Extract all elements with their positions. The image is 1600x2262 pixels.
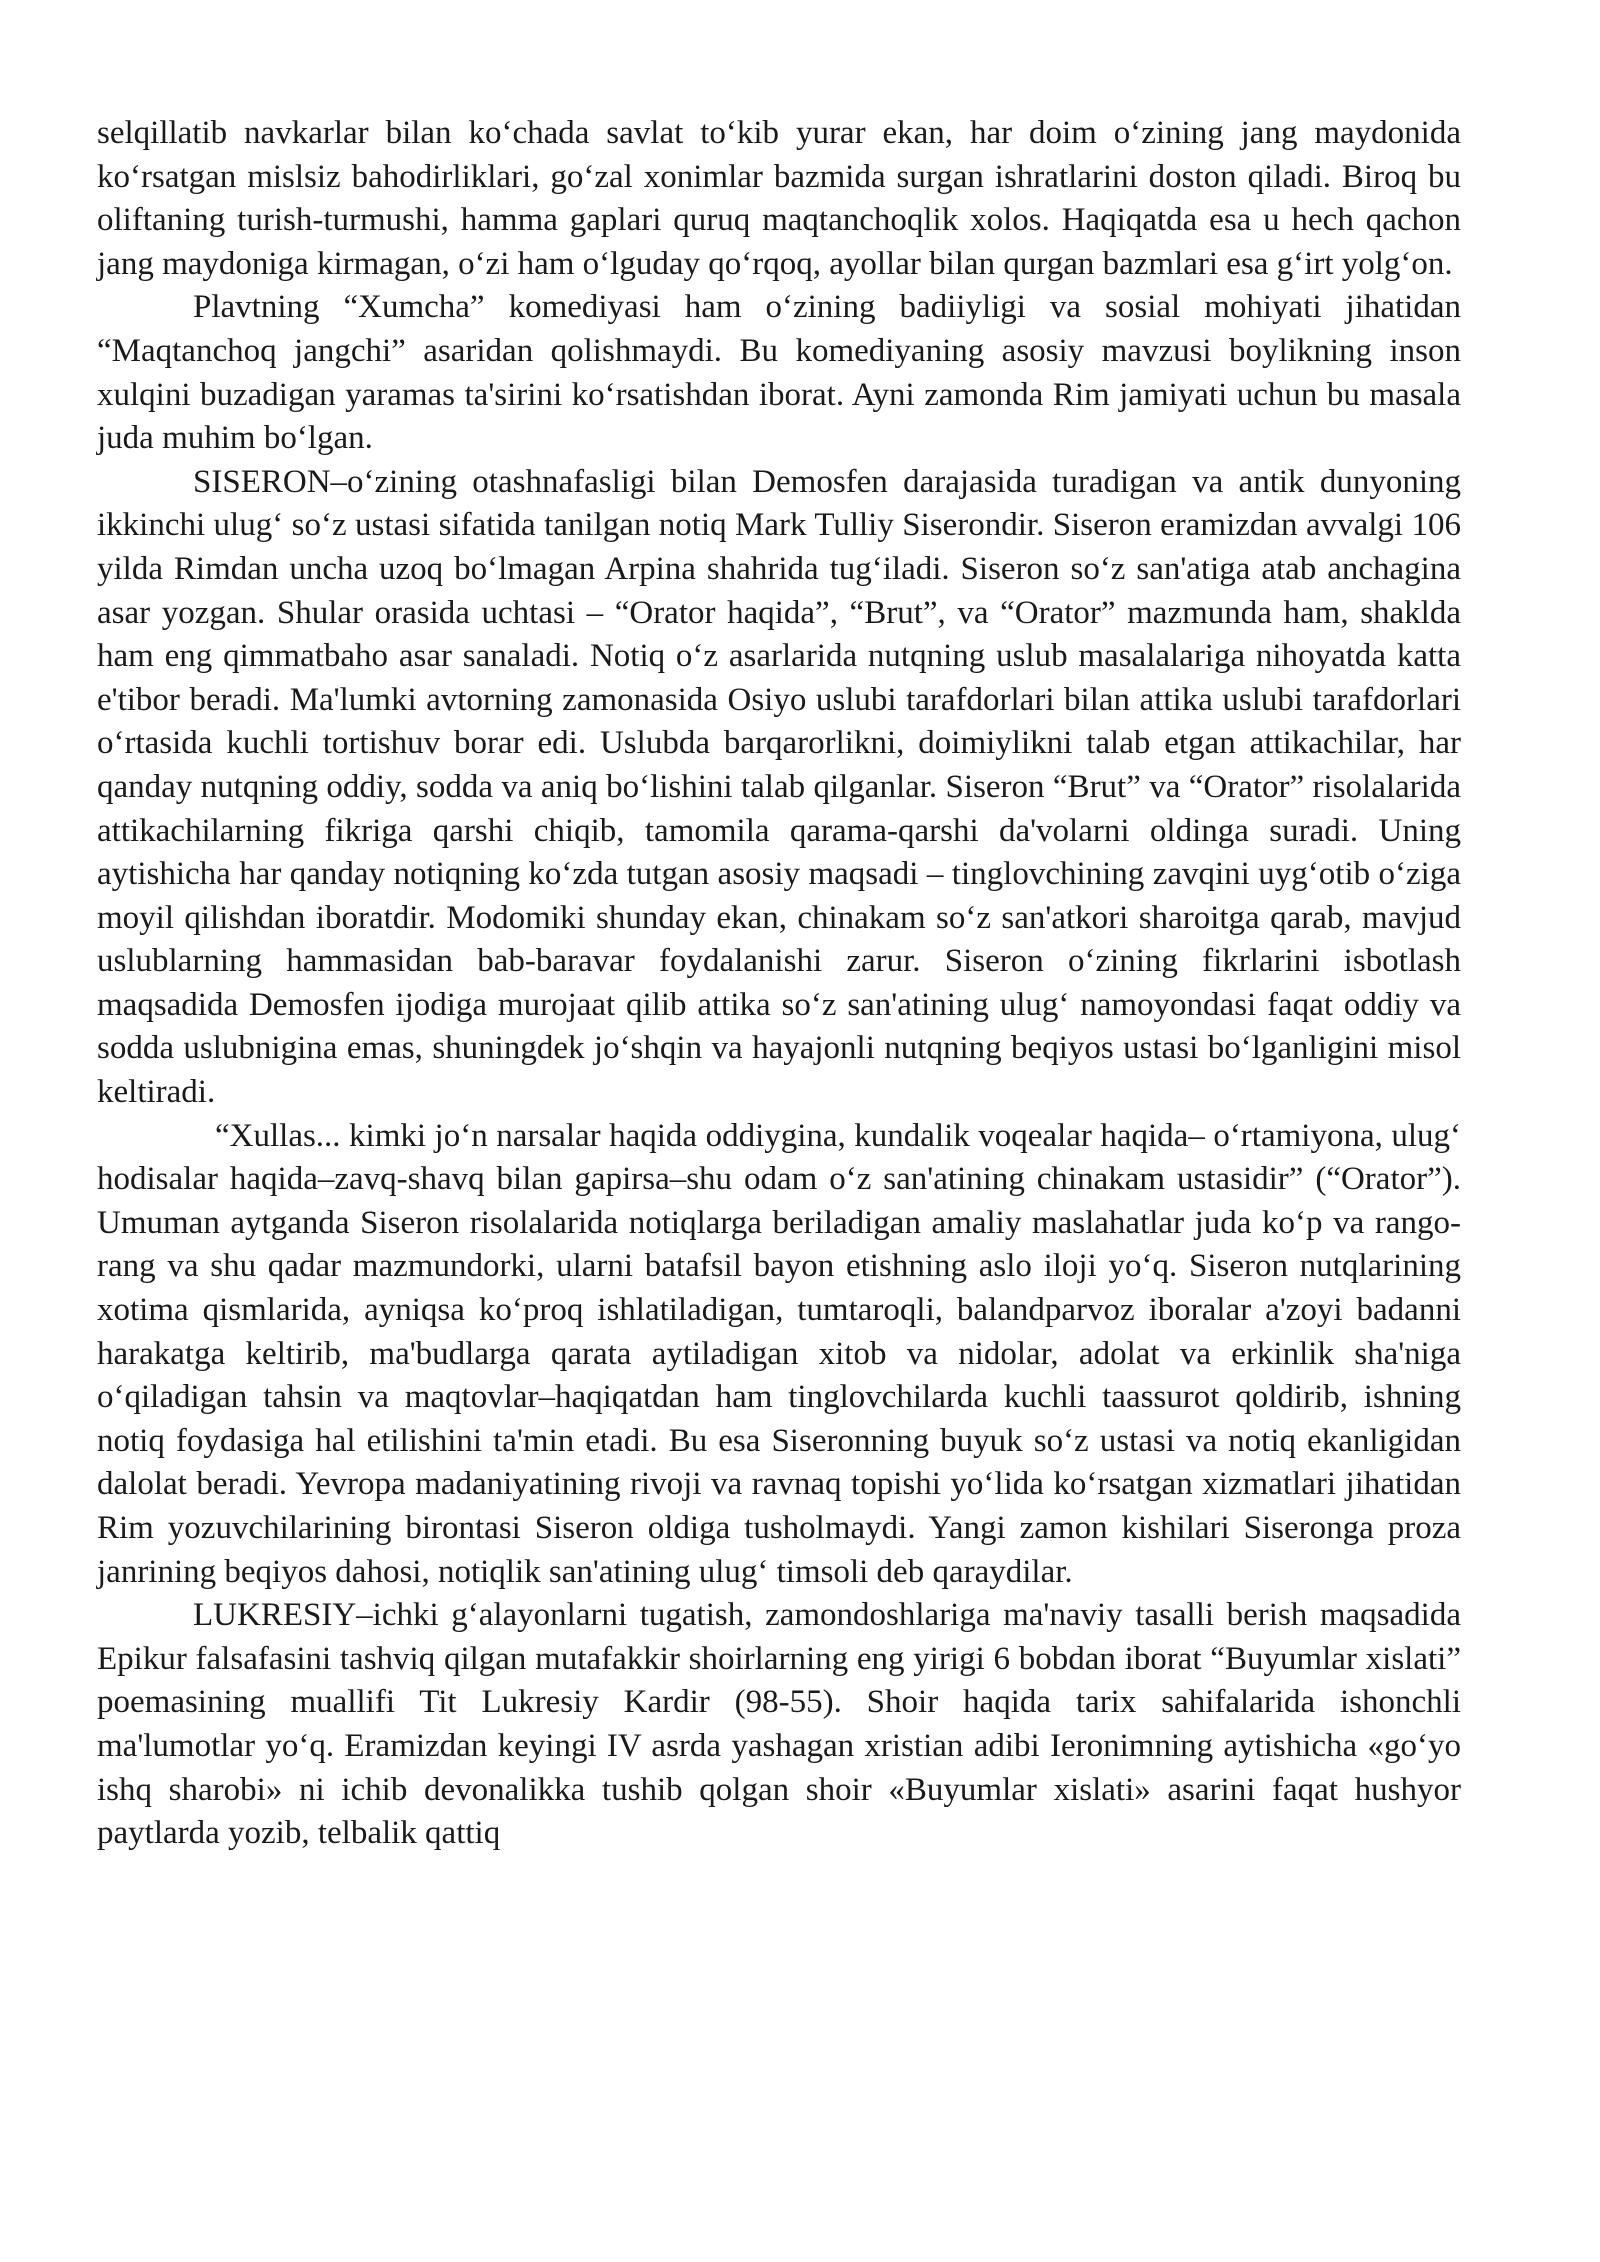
paragraph-siseron: SISERON–o‘zining otashnafasligi bilan Demosfen darajasida turadigan va antik dunyoning ikkinchi ulug‘ so‘z ustasi sifatida tanilgan notiq Mark Tulliy Siserondir. Siseron eramizdan avvalgi 106 yilda Rimdan uncha uzoq bo‘lmagan Arpina shahrida tug‘iladi. Siseron so‘z san'atiga atab anchagina asar yozgan. Shular orasida uchtasi – “Orator haqida”, “Brut”, va “Orator” mazmunda ham, shaklda ham eng qimmatbaho asar sanaladi. Notiq o‘z asarlarida nutqning uslub masalalariga nihoyatda katta e'tibor beradi. Ma'lumki avtorning zamonasida Osiyo uslubi tarafdorlari bilan attika uslubi tarafdorlari o‘rtasida kuchli tortishuv borar edi. Uslubda barqarorlikni, doimiylikni talab etgan attikachilar, har qanday nutqning oddiy, sodda va aniq bo‘lishini talab qilganlar. Siseron “Brut” va “Orator” risolalarida attikachilarning fikriga qarshi chiqib, tamomila qarama-qarshi da'volarni oldinga suradi. Uning aytishicha har qanday notiqning ko‘zda tutgan asosiy maqsadi – tinglovchining zavqini uyg‘otib o‘ziga moyil qilishdan iboratdir. Modomiki shunday ekan, chinakam so‘z san'atkori sharoitga qarab, mavjud uslublarning hammasidan bab-baravar foydalanishi zarur. Siseron o‘zining fikrlarini isbotlash maqsadida Demosfen ijodiga murojaat qilib attika so‘z san'atining ulug‘ namoyondasi faqat oddiy va sodda uslubnigina emas, shuningdek jo‘shqin va hayajonli nutqning beqiyos ustasi bo‘lganligini misol keltiradi. [97, 463, 1461, 1111]
paragraph-quote: “Xullas... kimki jo‘n narsalar haqida oddiygina, kundalik voqealar haqida– o‘rtamiyona, ulug‘ hodisalar haqida–zavq-shavq bilan gapirsa–shu odam o‘z san'atining chinakam ustasidir” (“Orator”). Umuman aytganda Siseron risolalarida notiqlarga beriladigan amaliy maslahatlar juda ko‘p va rango-rang va shu qadar mazmundorki, ularni batafsil bayon etishning aslo iloji yo‘q. Siseron nutqlarining xotima qismlarida, ayniqsa ko‘proq ishlatiladigan, tumtaroqli, balandparvoz iboralar a'zoyi badanni harakatga keltirib, ma'budlarga qarata aytiladigan xitob va nidolar, adolat va erkinlik sha'niga o‘qiladigan tahsin va maqtovlar–haqiqatdan ham tinglovchilarda kuchli taassurot qoldirib, ishning notiq foydasiga hal etilishini ta'min etadi. Bu esa Siseronning buyuk so‘z ustasi va notiq ekanligidan dalolat beradi. Yevropa madaniyatining rivoji va ravnaq topishi yo‘lida ko‘rsatgan xizmatlari jihatidan Rim yozuvchilarining birontasi Siseron oldiga tusholmaydi. Yangi zamon kishilari Siseronga proza janrining beqiyos dahosi, notiqlik san'atining ulug‘ timsoli deb qaraydilar. [97, 1117, 1461, 1590]
paragraph-plavt: Plavtning “Xumcha” komediyasi ham o‘zining badiiyligi va sosial mohiyati jihatidan “Maqtanchoq jangchi” asaridan qolishmaydi. Bu komediyaning asosiy mavzusi boylikning inson xulqini buzadigan yaramas ta'sirini ko‘rsatishdan iborat. Ayni zamonda Rim jamiyati uchun bu masala juda muhim bo‘lgan. [97, 289, 1461, 457]
paragraph-lukresiy: LUKRESIY–ichki g‘alayonlarni tugatish, zamondoshlariga ma'naviy tasalli berish maqsadida Epikur falsafasini tashviq qilgan mutafakkir shoirlarning eng yirigi 6 bobdan iborat “Buyumlar xislati” poemasining muallifi Tit Lukresiy Kardir (98-55). Shoir haqida tarix sahifalarida ishonchli ma'lumotlar yo‘q. Eramizdan keyingi IV asrda yashagan xristian adibi Ieronimning aytishicha «go‘yo ishq sharobi» ni ichib devonalikka tushib qolgan shoir «Buyumlar xislati» asarini faqat hushyor paytlarda yozib, telbalik qattiq [97, 1597, 1461, 1852]
document-page [97, 112, 1461, 1856]
paragraph-continuation: selqillatib navkarlar bilan ko‘chada savlat to‘kib yurar ekan, har doim o‘zining jang maydonida ko‘rsatgan mislsiz bahodirliklari, go‘zal xonimlar bazmida surgan ishratlarini doston qiladi. Biroq bu oliftaning turish-turmushi, hamma gaplari quruq maqtanchoqlik xolos. Haqiqatda esa u hech qachon jang maydoniga kirmagan, o‘zi ham o‘lguday qo‘rqoq, ayollar bilan qurgan bazmlari esa g‘irt yolg‘on. [97, 115, 1461, 282]
